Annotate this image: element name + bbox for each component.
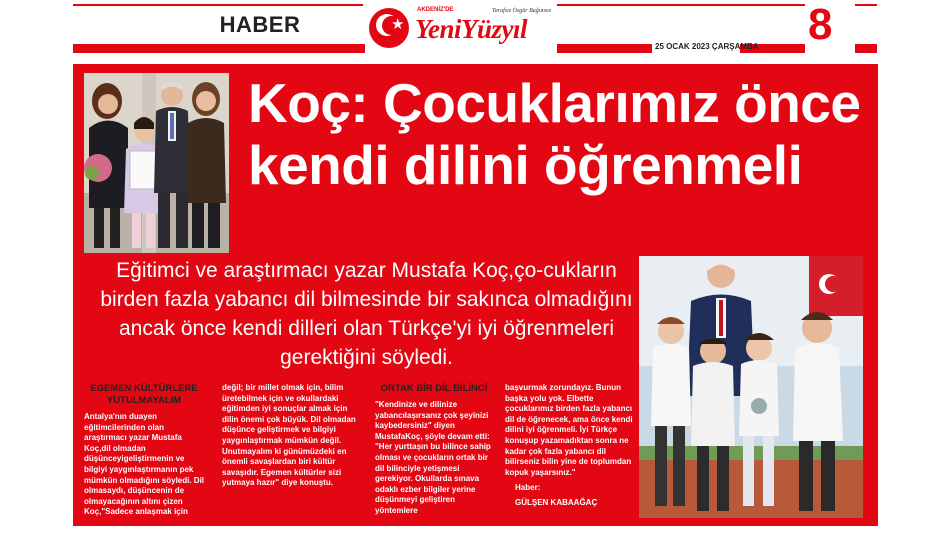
header-bar-left [73, 44, 365, 53]
newspaper-logo [365, 3, 555, 51]
article-column-3 [375, 383, 493, 517]
header-bar-right [557, 44, 652, 53]
header-top-rule-far-right [855, 4, 877, 6]
star-icon: ★ [391, 16, 405, 33]
byline-name: GÜLŞEN KABAAĞAÇ [515, 497, 598, 507]
issue-date: 25 OCAK 2023 ÇARŞAMBA [655, 42, 759, 51]
byline-label: Haber: [515, 483, 541, 493]
article-lead: Eğitimci ve araştırmacı yazar Mustafa Koç,ço-cukların birden fazla yabancı dil bilmesinde bir sakınca olmadığını ancak önce kendi dilleri olan Türkçe'yi iyi öğrenmeleri gerektiğini söyledi. [100, 259, 633, 369]
column-3-body: "Kendinize ve dilinize yabancılaşırsanız çok şeyinizi kaybedersiniz" diyen MustafaKoç, şöyle devam etti: "Her yurttaşın bu bilince sahip olması ve çocukların ortak bir dil bilinciyle yetişmesi gerekiyor. Okullarda sınava odaklı ezber bilgiler yerine düşünmeyi geliştiren yöntemlere [375, 400, 491, 515]
headline-line-2: kendi dilini öğrenmeli [248, 134, 803, 196]
header-top-rule-left [73, 4, 363, 6]
page-number: 8 [808, 0, 833, 49]
article-column-1 [84, 383, 204, 518]
headline-line-1: Koç: Çocuklarımız önce [248, 72, 861, 134]
logo-kicker: AKDENİZ'DE [417, 7, 454, 13]
article-column-2 [222, 383, 357, 489]
column-4-body: başvurmak zorundayız. Bunun başka yolu yok. Elbette çocuklarımız birden fazla yabancı dil de öğrenecek, ama önce kendi dilini iyi öğrenmeli. İyi Türkçe konuşup yazamadıktan sonra ne kadar çok fazla yabancı dil bilirseniz bilin yine de toplumdan kopuk yaşarsınız." [505, 383, 633, 477]
header-bar-far-right [855, 44, 877, 53]
logo-slogan: Tarafsız Özgür Bağımsız [492, 8, 552, 14]
column-1-subhead: EGEMEN KÜLTÜRLERE YUTULMAYALIM [90, 383, 198, 406]
article-headline [248, 72, 868, 196]
column-1-body: Antalya'nın duayen eğitimcilerinden olan araştırmacı yazar Mustafa Koç,dil olmadan düşünceyigeliştirmenin ve bilgiyi yaygınlaştırmanın pek mümkün olmadığını söyledi. Dil olmasaydı, düşüncenin de olmayacağının altını çizen Koç,"Sadece anlaşmak için [84, 412, 205, 517]
column-3-subhead: ORTAK BİR DİL BİLİNCİ [380, 383, 488, 394]
column-2-body: değil; bir millet olmak için, bilim üretebilmek için ve okullardaki eğitimden iyi sonuçlar almak için dilin önemi çok büyük. Dil olmadan düşünce geliştirmek ve bilgiyi yaygınlaştırmak mümkün değil. Unutmayalım ki günümüzdeki en önemli savaşlardan biri kültür savaşıdır. Egemen kültürler sizi yutmaya hazır" diye konuştu. [222, 383, 356, 488]
article-column-4 [505, 383, 633, 509]
photo-award-group [84, 73, 229, 253]
header-top-rule-right [557, 4, 805, 6]
photo-children-group [639, 256, 863, 518]
section-label: HABER [219, 12, 301, 37]
logo-wordmark: YeniYüzyıl [415, 14, 528, 44]
